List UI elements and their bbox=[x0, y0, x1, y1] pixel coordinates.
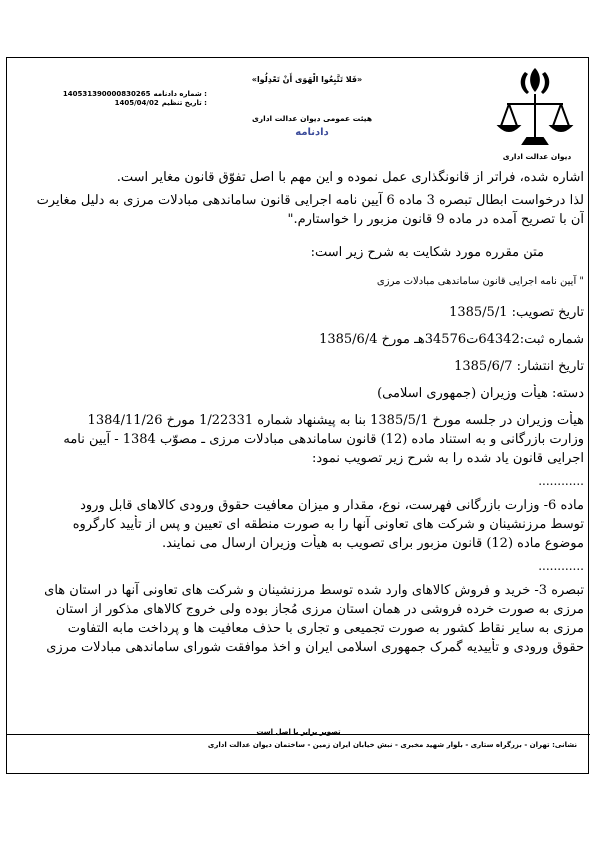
ellipsis-separator: ............ bbox=[538, 559, 584, 573]
org-name: دیوان عدالت اداری bbox=[502, 152, 572, 161]
body-line: هیأت وزیران در جلسه مورخ 1385/5/1 بنا به پیشنهاد شماره 1/22331 مورخ 1384/11/26 bbox=[87, 413, 584, 428]
body-line: مرزی به سایر نقاط کشور به صورت تجمیعی و تجاری با حذف معافیت ها و پرداخت مابه التفاوت bbox=[67, 621, 584, 636]
address-text: تهران - بزرگراه ستاری - بلوار شهید مخبری - نبش خیابان ایران زمین - ساختمان دیوان عدالت اداری bbox=[207, 741, 550, 749]
verdict-body bbox=[13, 166, 584, 657]
address-label: نشانی: bbox=[552, 741, 577, 749]
issue-date: 1405/04/02 bbox=[114, 99, 159, 107]
body-line: دسته: هیأت وزیران (جمهوری اسلامی) bbox=[377, 386, 584, 401]
document-title: دادنامه bbox=[295, 127, 329, 138]
body-line: تاریخ تصویب: 1385/5/1 bbox=[449, 305, 584, 320]
letterhead bbox=[7, 58, 590, 166]
quran-verse: «فَلا تَتَّبِعُوا الْهَوَى أَنْ تَعْدِلُوا» bbox=[251, 75, 363, 84]
ellipsis-separator: ............ bbox=[538, 474, 584, 488]
body-line: تبصره 3- خرید و فروش کالاهای وارد شده توسط مرزنشینان و شرکت های تعاونی آنها در استان های bbox=[44, 583, 584, 598]
body-line: توسط مرزنشینان و شرکت های تعاونی آنها را به صورت منطقه ای تعیین و پس از تأیید کارگروه bbox=[72, 517, 584, 532]
body-line: آن با تصریح آمده در ماده 9 قانون مزبور را خواستارم." bbox=[287, 212, 584, 227]
body-line: موضوع ماده (12) قانون مزبور برای تصویب به هیأت وزیران ارسال می نمایند. bbox=[161, 536, 584, 551]
verdict-number-row bbox=[47, 90, 207, 99]
body-line: اجرایی قانون یاد شده را به شرح زیر تصویب نمود: bbox=[311, 451, 584, 466]
body-line: متن مقرره مورد شکایت به شرح زیر است: bbox=[310, 245, 544, 260]
body-line: لذا درخواست ابطال تبصره 3 ماده 6 آیین نامه اجرایی قانون ساماندهی مبادلات مرزی به دلیل مغایرت bbox=[36, 193, 584, 208]
footer-address bbox=[107, 741, 577, 749]
page-frame bbox=[6, 57, 589, 774]
body-line: " آیین نامه اجرایی قانون ساماندهی مبادلات مرزی bbox=[376, 276, 584, 287]
verdict-number-label: شماره دادنامه : bbox=[153, 90, 207, 98]
certified-copy-stamp: تصویر برابر با اصل است bbox=[256, 728, 341, 736]
date-row bbox=[47, 99, 207, 108]
body-line: شماره ثبت:64342ت34576هـ مورخ 1385/6/4 bbox=[319, 332, 584, 347]
board-name: هیئت عمومی دیوان عدالت اداری bbox=[251, 114, 373, 123]
verdict-number: 140531390000830265 bbox=[62, 90, 151, 98]
court-emblem-icon bbox=[495, 64, 575, 154]
body-line: تاریخ انتشار: 1385/6/7 bbox=[454, 359, 584, 374]
body-line: اشاره شده، فراتر از قانونگذاری عمل نموده و این مهم با اصل تفوّق قانون مغایر است. bbox=[116, 170, 584, 185]
issue-date-label: تاریخ تنظیم : bbox=[161, 99, 207, 107]
document-meta bbox=[47, 90, 207, 108]
body-line: وزارت بازرگانی و به استناد ماده (12) قانون ساماندهی مبادلات مرزی ـ مصوّب 1384 - آیین نامه bbox=[63, 432, 584, 447]
body-line: حقوق ورودی و تأییدیه گمرک جمهوری اسلامی ایران و اخذ موافقت شورای ساماندهی مبادلات مرزی bbox=[46, 640, 584, 655]
body-line: مرزی به صورت خرده فروشی در همان استان مرزی مُجاز بوده ولی خروج کالاهای مذکور از استان bbox=[55, 602, 584, 617]
body-line: ماده 6- وزارت بازرگانی فهرست، نوع، مقدار و میزان معافیت حقوق ورودی کالاهای قابل ورود bbox=[80, 498, 584, 513]
